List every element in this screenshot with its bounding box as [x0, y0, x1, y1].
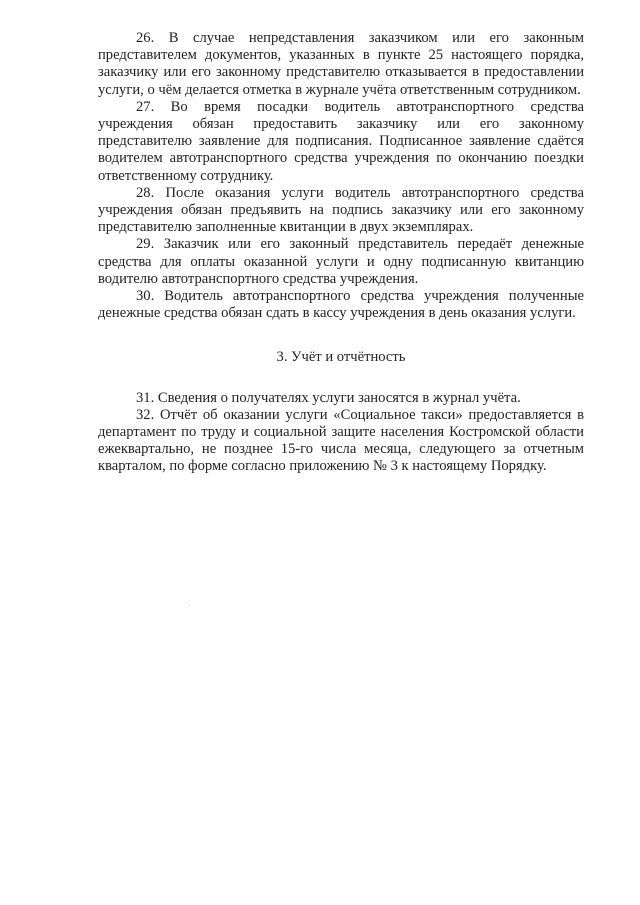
paragraph-30: 30. Водитель автотранспортного средства учреждения полученные денежные средства обязан сдать в кассу учреждения в день оказания услуги. [98, 288, 584, 322]
paragraph-29: 29. Заказчик или его законный представитель передаёт денежные средства для оплаты оказанной услуги и одну подписанную квитанцию водителю автотранспортного средства учреждения. [98, 236, 584, 287]
scan-speck [189, 605, 190, 606]
document-body [98, 30, 584, 476]
section-heading: 3. Учёт и отчётность [276, 349, 406, 366]
paragraph-32: 32. Отчёт об оказании услуги «Социальное такси» предоставляется в департамент по труду и социальной защите населения Костромской области ежеквартально, не позднее 15-го числа месяца, следующего за отчетным кварталом, по форме согласно приложению № 3 к настоящему Порядку. [98, 406, 584, 475]
paragraph-27: 27. Во время посадки водитель автотранспортного средства учреждения обязан предоставить заказчику или его законному представителю заявление для подписания. Подписанное заявление сдаётся водителем автотранспортного средства учреждения по окончанию поездки ответственному сотруднику. [98, 98, 584, 184]
paragraph-26: 26. В случае непредставления заказчиком или его законным представителем документов, указанных в пункте 25 настоящего порядка, заказчику или его законному представителю отказывается в предоставлении услуги, о чём делается отметка в журнале учёта ответственным сотрудником. [98, 30, 584, 98]
paragraph-28: 28. После оказания услуги водитель автотранспортного средства учреждения обязан предъявить на подпись заказчику или его законному представителю заполненные квитанции в двух экземплярах. [98, 184, 584, 236]
paragraph-31: 31. Сведения о получателях услуги заносятся в журнал учёта. [136, 389, 521, 406]
